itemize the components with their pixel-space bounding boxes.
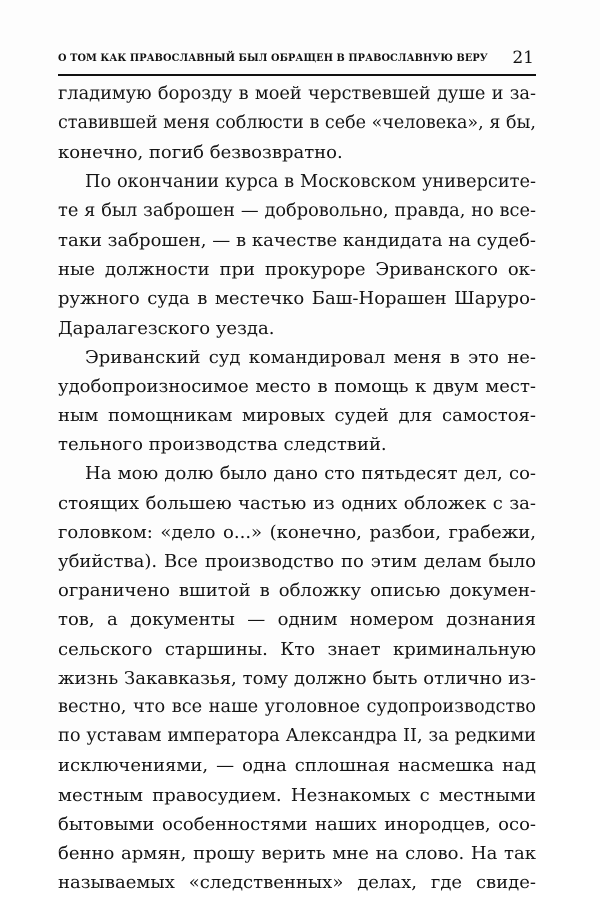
text-line: по уставам императора Александра II, за редкими bbox=[58, 726, 536, 747]
text-line: ным помощникам мировых судей для самостоя- bbox=[58, 405, 536, 427]
text-line: жизнь Закавказья, тому должно быть отлично из- bbox=[58, 667, 536, 689]
text-line: местным правосудием. Незнакомых с местными bbox=[58, 784, 536, 806]
paragraph-first-line: На мою долю было дано сто пятьдесят дел, со- bbox=[85, 463, 536, 485]
running-title: О ТОМ КАК ПРАВОСЛАВНЫЙ БЫЛ ОБРАЩЕН В ПРАВОСЛАВНУЮ ВЕРУ bbox=[58, 53, 488, 64]
text-line: те я был заброшен — добровольно, правда, но все- bbox=[58, 200, 536, 221]
text-line: ные должности при прокуроре Эриванского ок- bbox=[58, 259, 536, 281]
paragraph-first-line: Эриванский суд командировал меня в это не- bbox=[85, 346, 536, 368]
text-line: бытовыми особенностями наших инородцев, осо- bbox=[58, 813, 536, 835]
text-line: сельского старшины. Кто знает криминальную bbox=[58, 638, 536, 660]
text-line: Даралагезского уезда. bbox=[58, 317, 275, 339]
text-line: вестно, что все наше уголовное судопроизводство bbox=[58, 696, 536, 717]
running-header bbox=[58, 48, 536, 76]
text-line: конечно, погиб безвозвратно. bbox=[58, 142, 343, 164]
body-text bbox=[58, 80, 536, 897]
page-number: 21 bbox=[512, 48, 534, 68]
text-line: головком: «дело о...» (конечно, разбои, грабежи, bbox=[58, 521, 536, 543]
text-line: удобопроизносимое место в помощь к двум мест- bbox=[58, 375, 536, 397]
text-line: ограничено вшитой в обложку описью докумен- bbox=[58, 580, 536, 602]
paragraph-first-line: По окончании курса в Московском университе- bbox=[85, 171, 536, 192]
text-line: убийства). Все производство по этим делам было bbox=[58, 551, 536, 572]
text-line: тов, а документы — одним номером дознания bbox=[58, 609, 536, 631]
text-line: ружного суда в местечко Баш-Норашен Шаруро- bbox=[58, 288, 536, 310]
text-line: исключениями, — одна сплошная насмешка над bbox=[58, 755, 536, 777]
text-line: ставившей меня соблюсти в себе «человека», я бы, bbox=[58, 113, 536, 134]
text-line: тельного производства следствий. bbox=[58, 434, 387, 456]
text-line: гладимую борозду в моей черствевшей душе и за- bbox=[58, 84, 536, 104]
text-line: бенно армян, прошу верить мне на слово. На так bbox=[58, 842, 536, 864]
text-line: стоящих большею частью из одних обложек с за- bbox=[58, 492, 536, 514]
text-line: называемых «следственных» делах, где свиде- bbox=[58, 872, 536, 894]
text-line: таки заброшен, — в качестве кандидата на судеб- bbox=[58, 229, 536, 251]
